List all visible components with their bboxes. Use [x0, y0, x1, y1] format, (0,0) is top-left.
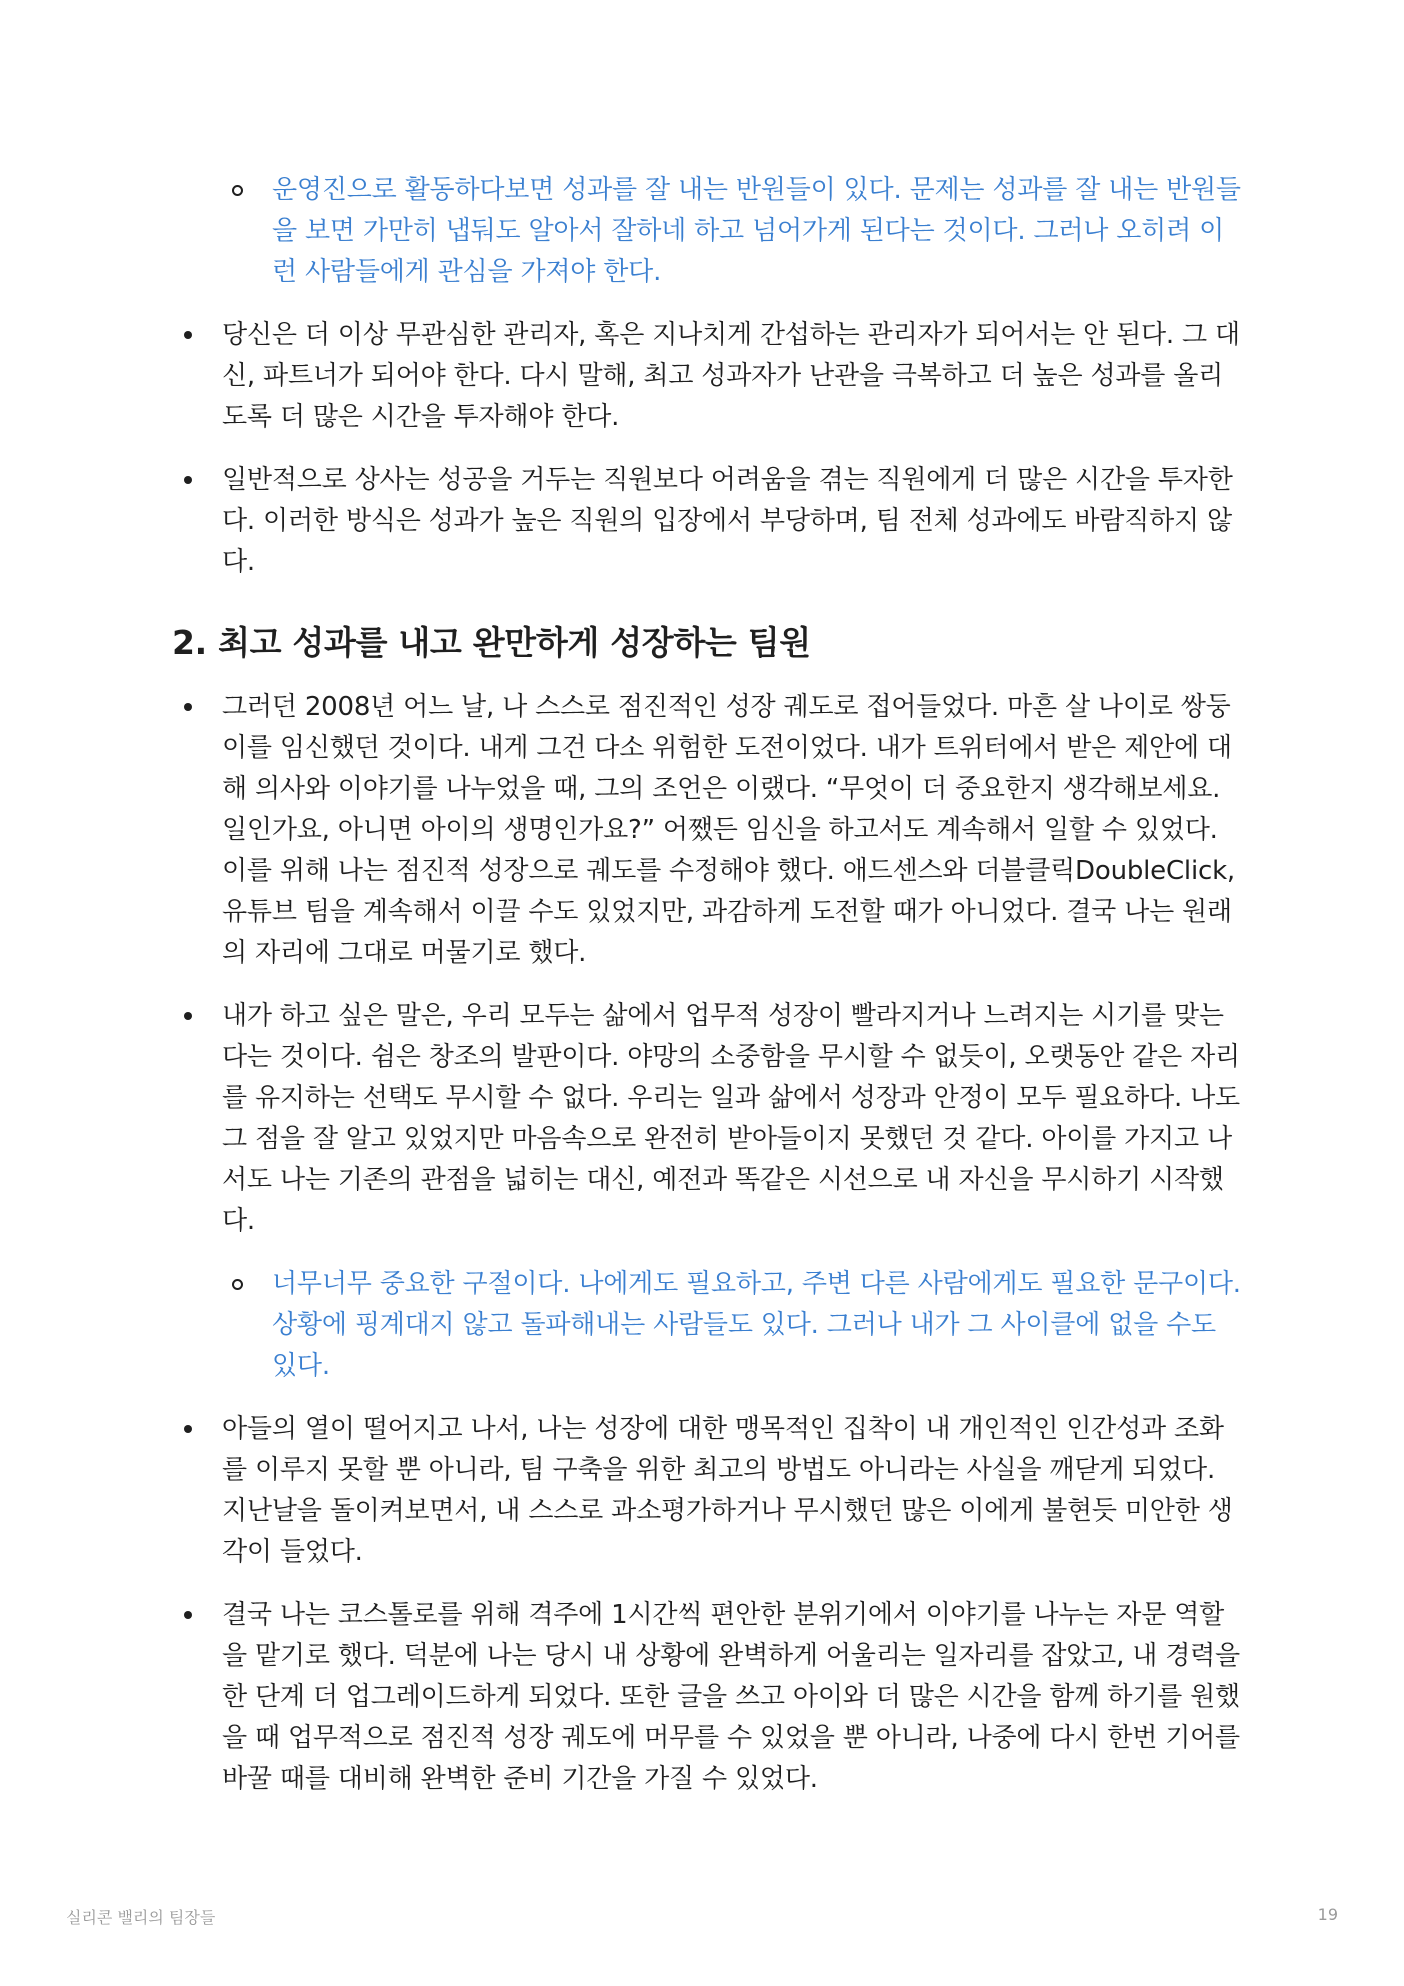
body-bullet: 당신은 더 이상 무관심한 관리자, 혹은 지나치게 간섭하는 관리자가 되어서는 안 된다. 그 대신, 파트너가 되어야 한다. 다시 말해, 최고 성과자가 난관을 극복하고 더 높은 성과를 올리도록 더 많은 시간을 투자해야 한다.: [172, 315, 1242, 438]
body-bullet: 그러던 2008년 어느 날, 나 스스로 점진적인 성장 궤도로 접어들었다. 마흔 살 나이로 쌍둥이를 임신했던 것이다. 내게 그건 다소 위험한 도전이었다. 내가 트위터에서 받은 제안에 대해 의사와 이야기를 나누었을 때, 그의 조언은 이랬다. “무엇이 더 중요한지 생각해보세요. 일인가요, 아니면 아이의 생명인가요?” 어쨌든 임신을 하고서도 계속해서 일할 수 있었다. 이를 위해 나는 점진적 성장으로 궤도를 수정해야 했다. 애드센스와 더블클릭DoubleClick, 유튜브 팀을 계속해서 이끌 수도 있었지만, 과감하게 도전할 때가 아니었다. 결국 나는 원래의 자리에 그대로 머물기로 했다.: [172, 687, 1242, 974]
section-heading: 2. 최고 성과를 내고 완만하게 성장하는 팀원: [172, 623, 811, 662]
body-bullet: 결국 나는 코스톨로를 위해 격주에 1시간씩 편안한 분위기에서 이야기를 나누는 자문 역할을 맡기로 했다. 덕분에 나는 당시 내 상황에 완벽하게 어울리는 일자리를 잡았고, 내 경력을 한 단계 더 업그레이드하게 되었다. 또한 글을 쓰고 아이와 더 많은 시간을 함께 하기를 원했을 때 업무적으로 점진적 성장 궤도에 머무를 수 있었을 뿐 아니라, 나중에 다시 한번 기어를 바꿀 때를 대비해 완벽한 준비 기간을 가질 수 있었다.: [172, 1595, 1242, 1800]
note-sub-bullet: 너무너무 중요한 구절이다. 나에게도 필요하고, 주변 다른 사람에게도 필요한 문구이다. 상황에 핑계대지 않고 돌파해내는 사람들도 있다. 그러나 내가 그 사이클에 없을 수도 있다.: [222, 1264, 1242, 1387]
body-bullet: 내가 하고 싶은 말은, 우리 모두는 삶에서 업무적 성장이 빨라지거나 느려지는 시기를 맞는다는 것이다. 쉼은 창조의 발판이다. 야망의 소중함을 무시할 수 없듯이, 오랫동안 같은 자리를 유지하는 선택도 무시할 수 없다. 우리는 일과 삶에서 성장과 안정이 모두 필요하다. 나도 그 점을 잘 알고 있었지만 마음속으로 완전히 받아들이지 못했던 것 같다. 아이를 가지고 나서도 나는 기존의 관점을 넓히는 대신, 예전과 똑같은 시선으로 내 자신을 무시하기 시작했다.: [172, 996, 1242, 1242]
body-bullet: 아들의 열이 떨어지고 나서, 나는 성장에 대한 맹목적인 집착이 내 개인적인 인간성과 조화를 이루지 못할 뿐 아니라, 팀 구축을 위한 최고의 방법도 아니라는 사실을 깨닫게 되었다. 지난날을 돌이켜보면서, 내 스스로 과소평가하거나 무시했던 많은 이에게 불현듯 미안한 생각이 들었다.: [172, 1409, 1242, 1573]
body-bullet: 일반적으로 상사는 성공을 거두는 직원보다 어려움을 겪는 직원에게 더 많은 시간을 투자한다. 이러한 방식은 성과가 높은 직원의 입장에서 부당하며, 팀 전체 성과에도 바람직하지 않다.: [172, 460, 1242, 583]
footer-book-title: 실리콘 밸리의 팀장들: [66, 1908, 216, 1927]
page-content: [172, 170, 1242, 1822]
footer-page-number: 19: [1317, 1905, 1338, 1924]
note-sub-bullet: 운영진으로 활동하다보면 성과를 잘 내는 반원들이 있다. 문제는 성과를 잘 내는 반원들을 보면 가만히 냅둬도 알아서 잘하네 하고 넘어가게 된다는 것이다. 그러나 오히려 이런 사람들에게 관심을 가져야 한다.: [222, 170, 1242, 293]
